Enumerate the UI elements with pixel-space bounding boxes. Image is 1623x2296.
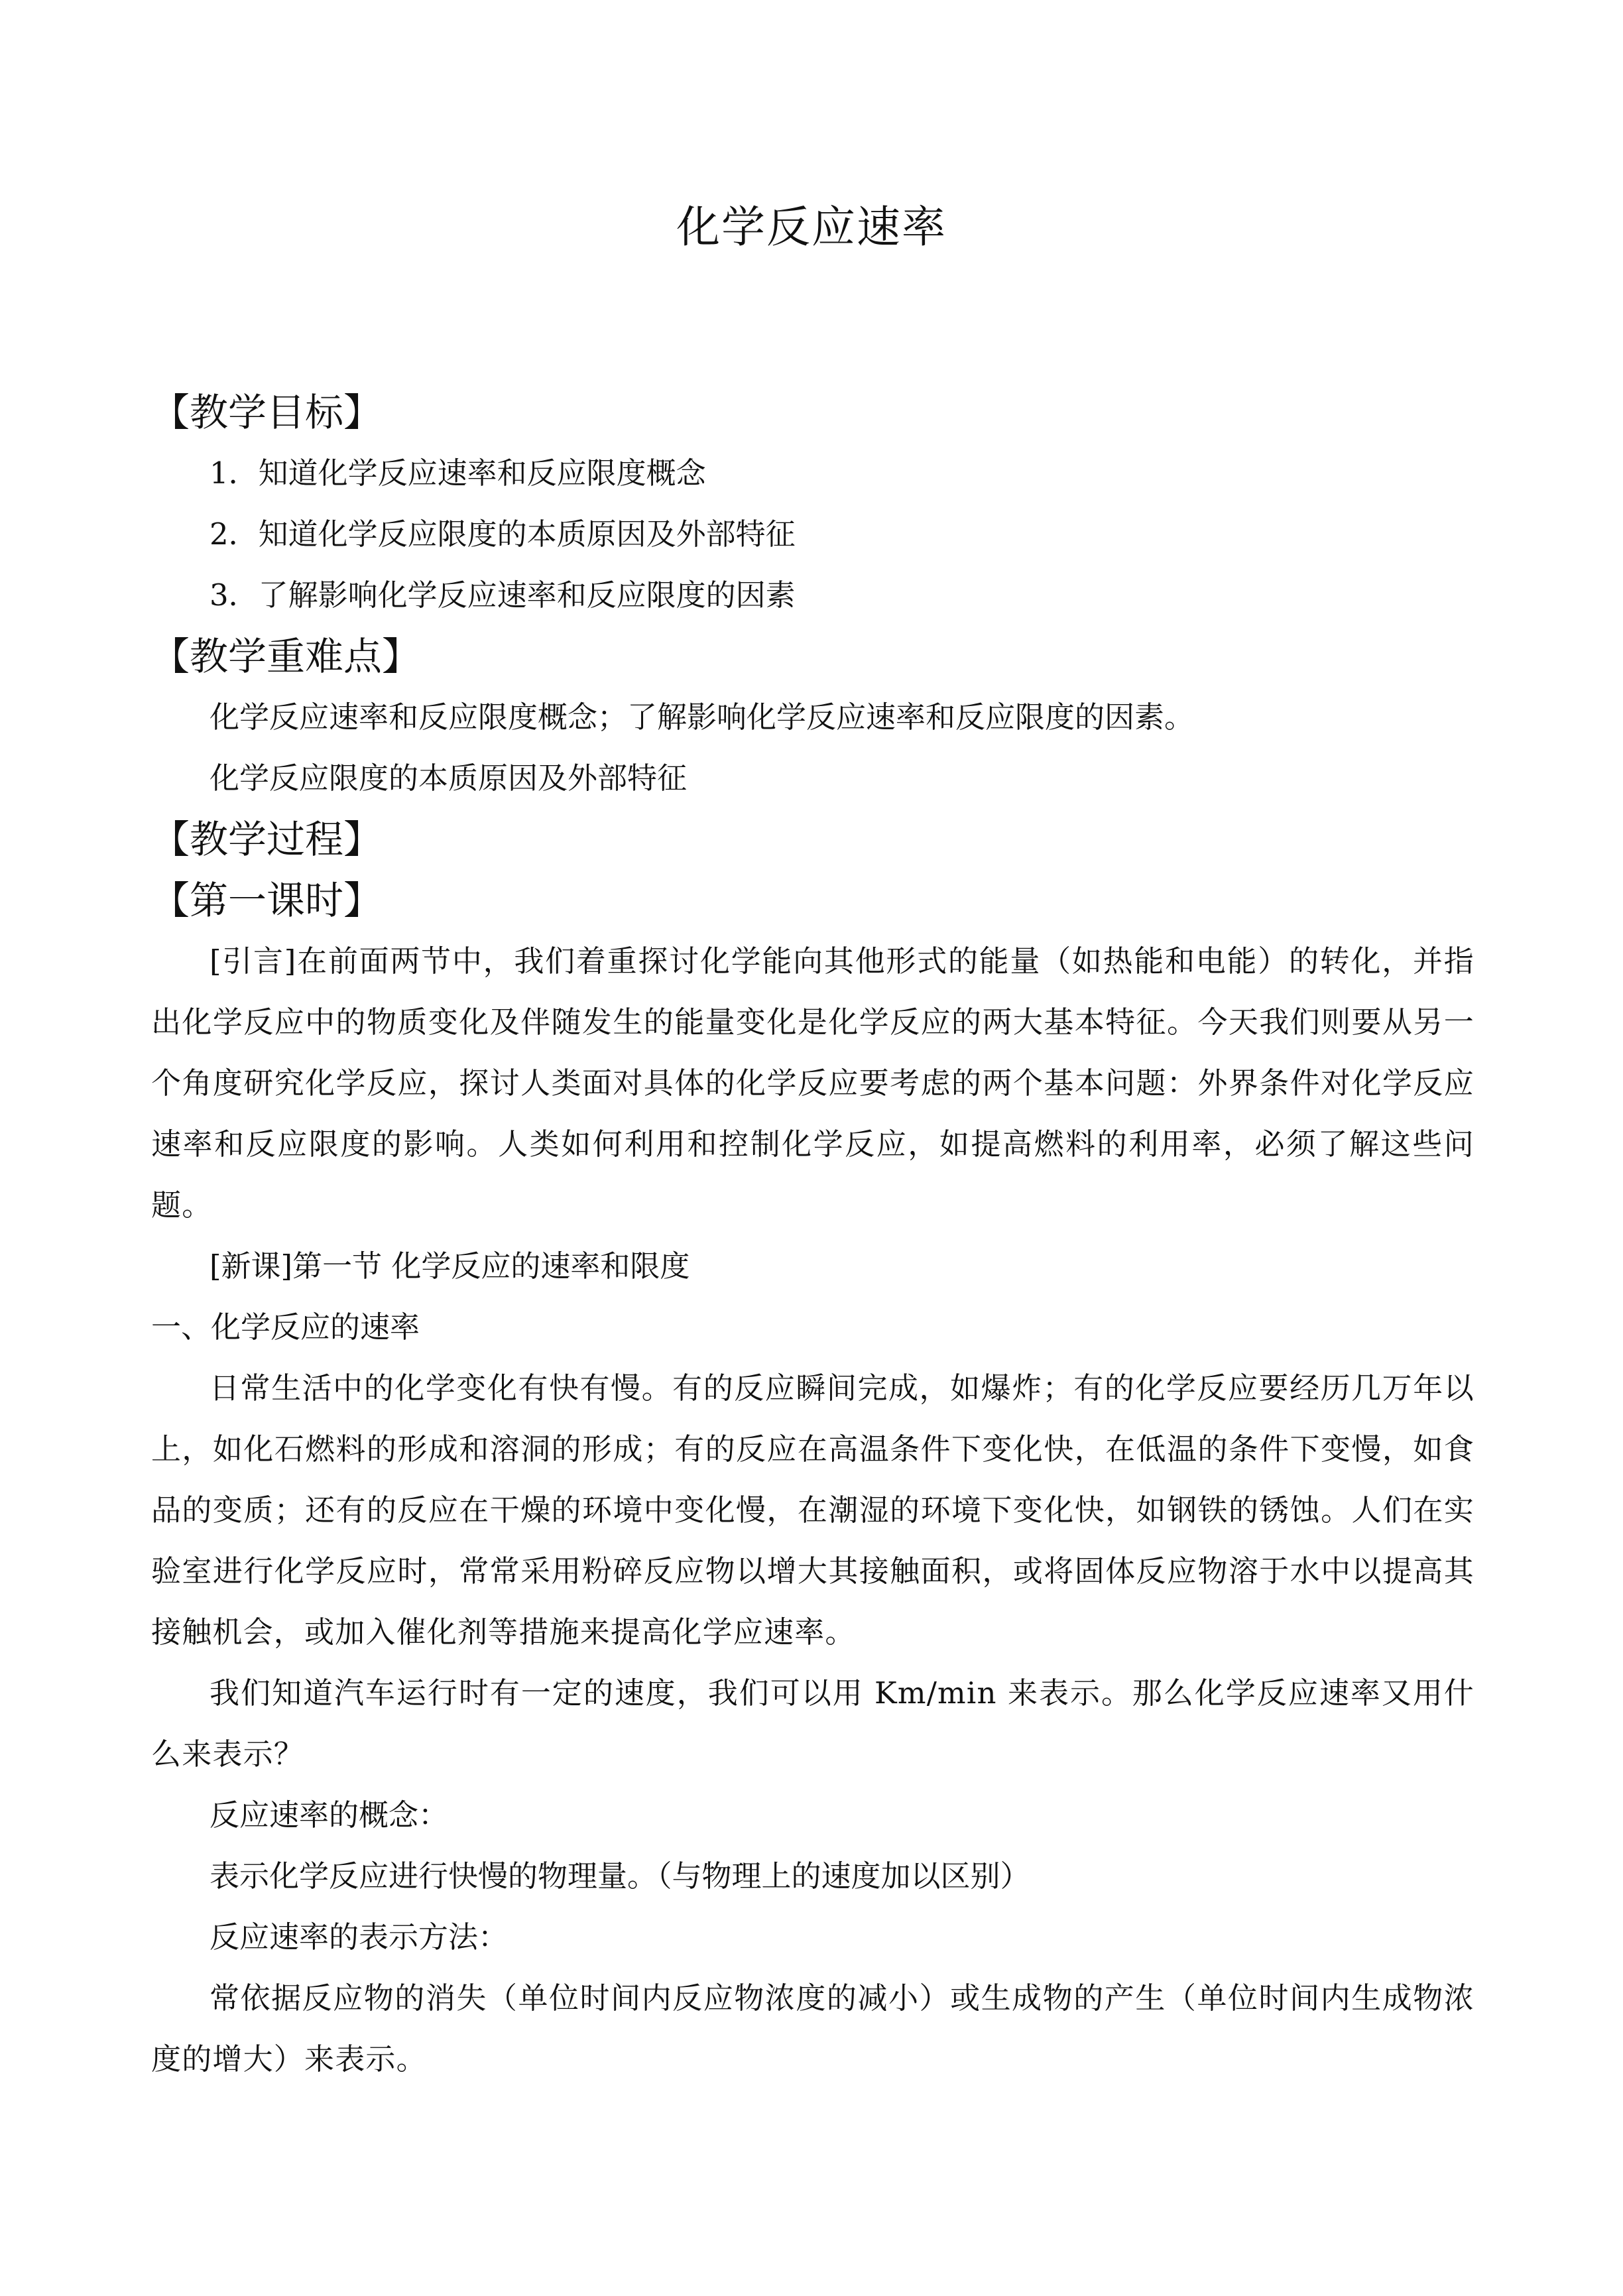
car-speed-paragraph: 我们知道汽车运行时有一定的速度，我们可以用 Km/min 来表示。那么化学反应速率又用什么来表示？ [151,1675,1474,1772]
key-point-line: 化学反应限度的本质原因及外部特征 [210,760,688,796]
lesson-heading: 【第一课时】 [151,878,383,923]
concept-text: 表示化学反应进行快慢的物理量。（与物理上的速度加以区别） [210,1858,1030,1894]
document-title: 化学反应速率 [676,202,947,253]
objective-item: 1．知道化学反应速率和反应限度概念 [210,455,706,491]
process-heading: 【教学过程】 [151,817,383,862]
daily-life-paragraph: 日常生活中的化学变化有快有慢。有的反应瞬间完成，如爆炸；有的化学反应要经历几万年以上，如化石燃料的形成和溶洞的形成；有的反应在高温条件下变化快，在低温的条件下变慢，如食品的变质；还有的反应在干燥的环境中变化慢，在潮湿的环境下变化快，如钢铁的锈蚀。人们在实验室进行化学反应时，常常采用粉碎反应物以增大其接触面积，或将固体反应物溶于水中以提高其接触机会，或加入催化剂等措施来提高化学应速率。 [151,1370,1474,1650]
method-label: 反应速率的表示方法： [210,1919,509,1955]
key-point-line: 化学反应速率和反应限度概念；了解影响化学反应速率和反应限度的因素。 [210,699,1195,735]
key-points-heading: 【教学重难点】 [151,634,421,679]
objective-item: 3．了解影响化学反应速率和反应限度的因素 [210,577,796,613]
new-lesson-line: [新课]第一节 化学反应的速率和限度 [210,1248,690,1284]
section-heading: 一、化学反应的速率 [151,1309,420,1345]
objectives-heading: 【教学目标】 [151,390,383,435]
method-text: 常依据反应物的消失（单位时间内反应物浓度的减小）或生成物的产生（单位时间内生成物浓度的增大）来表示。 [151,1980,1474,2077]
objective-item: 2．知道化学反应限度的本质原因及外部特征 [210,516,796,552]
intro-paragraph: [引言]在前面两节中，我们着重探讨化学能向其他形式的能量（如热能和电能）的转化，并指出化学反应中的物质变化及伴随发生的能量变化是化学反应的两大基本特征。今天我们则要从另一个角度研究化学反应，探讨人类面对具体的化学反应要考虑的两个基本问题：外界条件对化学反应速率和反应限度的影响。人类如何利用和控制化学反应，如提高燃料的利用率，必须了解这些问题。 [151,943,1474,1223]
document-body [151,382,1474,2090]
concept-label: 反应速率的概念： [210,1797,449,1833]
